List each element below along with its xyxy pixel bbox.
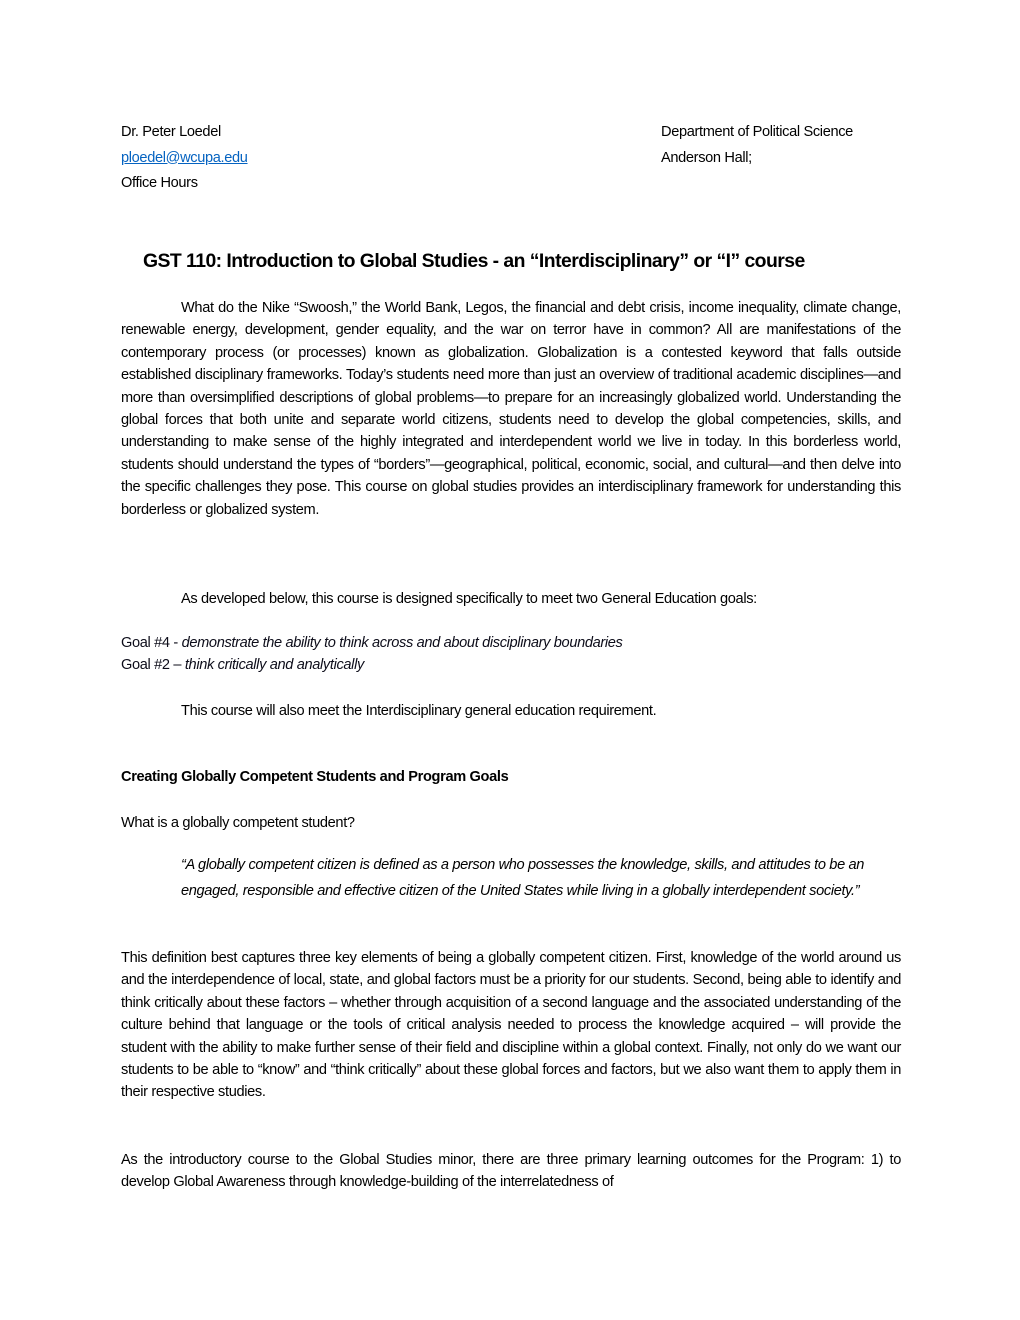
course-title: GST 110: Introduction to Global Studies - an “Interdisciplinary” or “I” course xyxy=(143,250,805,272)
department-info xyxy=(661,121,853,172)
outcomes-paragraph: As the introductory course to the Global Studies minor, there are three primary learning outcomes for the Program: 1) to develop Global Awareness through knowledge-building of the interrelatedness of xyxy=(121,1152,901,1191)
instructor-info xyxy=(121,121,248,198)
goal-description: think critically and analytically xyxy=(184,657,364,674)
goal-item xyxy=(121,654,901,676)
instructor-email-link[interactable]: ploedel@wcupa.edu xyxy=(121,149,248,166)
goal-label: Goal #4 - xyxy=(121,635,182,651)
interdisciplinary-note: This course will also meet the Interdisciplinary general education requirement. xyxy=(181,703,657,719)
question-line: What is a globally competent student? xyxy=(121,815,355,831)
department-name: Department of Political Science xyxy=(661,124,853,140)
goal-item xyxy=(121,632,901,654)
gen-ed-goals-list xyxy=(121,632,901,677)
goal-description: demonstrate the ability to think across and about disciplinary boundaries xyxy=(181,635,623,651)
gen-ed-intro: As developed below, this course is designed specifically to meet two General Education goals: xyxy=(181,591,757,607)
building-name: Anderson Hall; xyxy=(661,149,752,166)
office-hours: Office Hours xyxy=(121,175,198,191)
document-header xyxy=(121,121,901,201)
definition-paragraph: This definition best captures three key elements of being a globally competent citizen. First, knowledge of the world around us and the interdependence of local, state, and global factors must be a priority for our students. Second, being able to identify and think critically about these factors – whether through acquisition of a second language and the associated understanding of the culture behind that language or the tools of critical analysis needed to process the knowledge acquired – will provide the student with the ability to make further sense of their field and discipline within a global context. Finally, not only do we want our students to be able to “know” and “think critically” about these global forces and factors, but we also want them to apply them in their respective studies. xyxy=(121,950,901,1101)
email-line xyxy=(121,147,248,173)
intro-paragraph: What do the Nike “Swoosh,” the World Bank, Legos, the financial and debt crisis, income inequality, climate change, renewable energy, development, gender equality, and the war on terror have in common? All are manifestations of the contemporary process (or processes) known as globalization. Globalization is a contested keyword that falls outside established disciplinary frameworks. Today’s students need more than just an overview of traditional academic disciplines—and more than oversimplified descriptions of global problems—to prepare for an increasingly globalized world. Understanding the global forces that both unite and separate world citizens, students need to develop the global competencies, skills, and understanding to make sense of the highly integrated and interdependent world we live in today. In this borderless world, students should understand the types of “borders”—geographical, political, economic, social, and cultural—and then delve into the specific challenges they pose. This course on global studies provides an interdisciplinary framework for understanding this borderless or globalized system. xyxy=(121,300,901,518)
section-heading: Creating Globally Competent Students and Program Goals xyxy=(121,769,509,785)
block-quote: “A globally competent citizen is defined as a person who possesses the knowledge, skills, and attitudes to be an engaged, responsible and effective citizen of the United States while living in a globally interdependent society.” xyxy=(181,857,865,899)
instructor-name: Dr. Peter Loedel xyxy=(121,124,221,140)
goal-label: Goal #2 – xyxy=(121,657,185,674)
